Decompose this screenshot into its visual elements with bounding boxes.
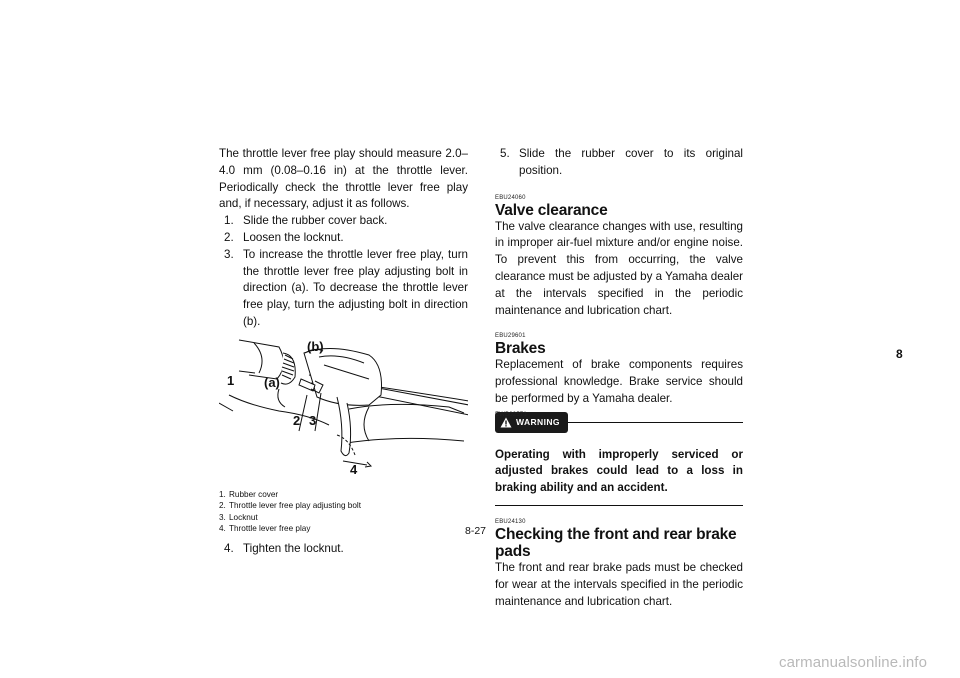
- step-text: To increase the throttle lever free play, turn the throttle lever free play adjusting bolt in direction (a). To decrease the throttle lever free play, turn the adjusting bolt in direction (b).: [243, 247, 468, 328]
- pads-paragraph: The front and rear brake pads must be checked for wear at the intervals specified in the periodic maintenance and lubrication chart.: [495, 560, 743, 608]
- throttle-illustration: [219, 335, 468, 483]
- step-number: 5.: [500, 147, 510, 160]
- warning-code: EWB02571: [495, 411, 527, 418]
- legend-item: [219, 512, 468, 524]
- legend-text: Locknut: [229, 512, 258, 522]
- brakes-paragraph: Replacement of brake components requires professional knowledge. Brake service should be performed by a Yamaha dealer.: [495, 358, 743, 405]
- section-code: EBU29601: [495, 333, 526, 340]
- callout-1: 1: [227, 372, 235, 388]
- step-number: 3.: [224, 247, 234, 261]
- final-step: [219, 541, 468, 558]
- left-column: [219, 146, 468, 558]
- step-text: Loosen the locknut.: [243, 230, 344, 244]
- valve-paragraph: The valve clearance changes with use, resulting in improper air-fuel mixture and/or engine noise. To prevent this from occurring, the valve clearance must be adjusted by a Yamaha dealer at the intervals specified in the periodic maintenance and lubrication chart.: [495, 219, 743, 317]
- step-number: 1.: [224, 214, 234, 228]
- callout-b: (b): [307, 338, 324, 354]
- step-item: [219, 213, 468, 230]
- step-item: [495, 146, 743, 180]
- legend-text: Throttle lever free play: [229, 524, 311, 534]
- section-code: EBU24130: [495, 518, 526, 525]
- legend-text: Rubber cover: [229, 489, 279, 499]
- step-item: [219, 230, 468, 247]
- legend-item: [219, 489, 468, 501]
- page-number: 8-27: [465, 525, 487, 537]
- watermark: carmanualsonline.info: [779, 654, 928, 671]
- legend-number: 2.: [219, 501, 226, 511]
- legend-number: 3.: [219, 512, 226, 522]
- section-heading-brakes: Brakes: [495, 340, 546, 358]
- warning-label: WARNING: [516, 416, 560, 427]
- callout-3: 3: [309, 412, 317, 428]
- step-text: Slide the rubber cover to its original position.: [519, 147, 743, 177]
- callout-a: (a): [264, 374, 280, 390]
- step-text: Tighten the locknut.: [243, 541, 344, 555]
- legend-number: 1.: [219, 489, 226, 499]
- right-column: [495, 146, 743, 610]
- section-heading-brake-pads: Checking the front and rear brake pads: [495, 525, 737, 560]
- adjust-steps: [219, 213, 468, 331]
- warning-text: Operating with improperly serviced or adjusted brakes could lead to a loss in braking ability and an accident.: [495, 447, 743, 495]
- section-code: EBU24060: [495, 194, 526, 201]
- handlebar-drawing: [219, 335, 468, 483]
- intro-paragraph: The throttle lever free play should measure 2.0–4.0 mm (0.08–0.16 in) at the throttle lever. Periodically check the throttle lever free play and, if necessary, adjust it as follows.: [219, 147, 468, 211]
- step-text: Slide the rubber cover back.: [243, 214, 388, 228]
- step-number: 2.: [224, 230, 234, 244]
- warning-divider: [568, 422, 743, 423]
- figure-legend: [219, 489, 468, 535]
- legend-item: [219, 523, 468, 535]
- step-item: [219, 247, 468, 331]
- chapter-tab: 8: [896, 347, 903, 361]
- step-item: [219, 541, 468, 558]
- legend-text: Throttle lever free play adjusting bolt: [229, 501, 361, 511]
- legend-item: [219, 500, 468, 512]
- callout-2: 2: [293, 412, 301, 428]
- legend-number: 4.: [219, 524, 226, 534]
- callout-4: 4: [350, 461, 358, 477]
- section-heading-valve: Valve clearance: [495, 201, 608, 219]
- reinstall-step: [495, 146, 743, 180]
- step-number: 4.: [224, 541, 234, 555]
